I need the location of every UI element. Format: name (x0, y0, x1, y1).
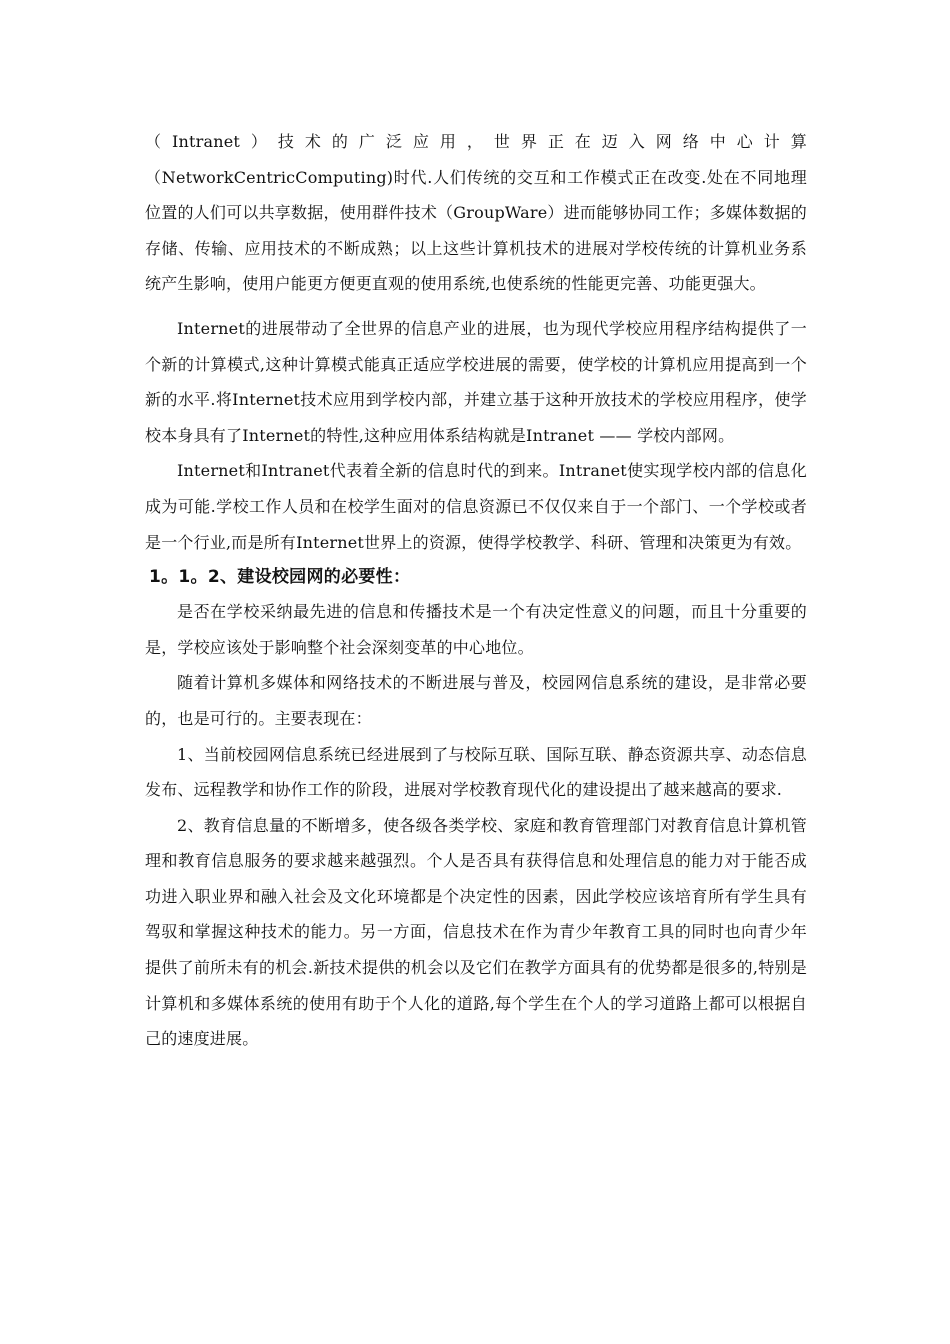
paragraph-internet-development: Internet的进展带动了全世界的信息产业的进展，也为现代学校应用程序结构提供了一个新的计算模式,这种计算模式能真正适应学校进展的需要，使学校的计算机应用提高到一个新的水平.将Internet技术应用到学校内部，并建立基于这种开放技术的学校应用程序，使学校本身具有了Internet的特性,这种应用体系结构就是Intranet —— 学校内部网。 (145, 318, 807, 445)
paragraph-campus-network-necessity: 随着计算机多媒体和网络技术的不断进展与普及，校园网信息系统的建设，是非常必要的，也是可行的。主要表现在： (145, 673, 807, 728)
paragraph-intranet-applications: （Intranet）技术的广泛应用，世界正在迈入网络中心计算（NetworkCentricComputing)时代.人们传统的交互和工作模式正在改变.处在不同地理位置的人们可以共享数据，使用群件技术（GroupWare）进而能够协同工作；多媒体数据的存储、传输、应用技术的不断成熟；以上这些计算机技术的进展对学校传统的计算机业务系统产生影响，使用户能更方便更直观的使用系统,也使系统的性能更完善、功能更强大。 (145, 132, 807, 294)
list-item-point-1: 1、当前校园网信息系统已经进展到了与校际互联、国际互联、静态资源共享、动态信息发布、远程教学和协作工作的阶段，进展对学校教育现代化的建设提出了越来越高的要求. (145, 744, 807, 800)
section-heading: 1。1。2、建设校园网的必要性： (149, 567, 411, 588)
paragraph-information-era: Internet和Intranet代表着全新的信息时代的到来。Intranet使实现学校内部的信息化成为可能.学校工作人员和在校学生面对的信息资源已不仅仅来自于一个部门、一个学校或者是一个行业,而是所有Internet世界上的资源，使得学校教学、科研、管理和决策更为有效。 (145, 461, 807, 552)
paragraph-decisive-question: 是否在学校采纳最先进的信息和传播技术是一个有决定性意义的问题，而且十分重要的是，学校应该处于影响整个社会深刻变革的中心地位。 (145, 602, 807, 657)
document-page (145, 124, 807, 1057)
list-item-point-2: 2、教育信息量的不断增多，使各级各类学校、家庭和教育管理部门对教育信息计算机管理和教育信息服务的要求越来越强烈。个人是否具有获得信息和处理信息的能力对于能否成功进入职业界和融入社会及文化环境都是个决定性的因素，因此学校应该培育所有学生具有驾驭和掌握这种技术的能力。另一方面，信息技术在作为青少年教育工具的同时也向青少年提供了前所未有的机会.新技术提供的机会以及它们在教学方面具有的优势都是很多的,特别是计算机和多媒体系统的使用有助于个人化的道路,每个学生在个人的学习道路上都可以根据自己的速度进展。 (145, 815, 807, 1049)
